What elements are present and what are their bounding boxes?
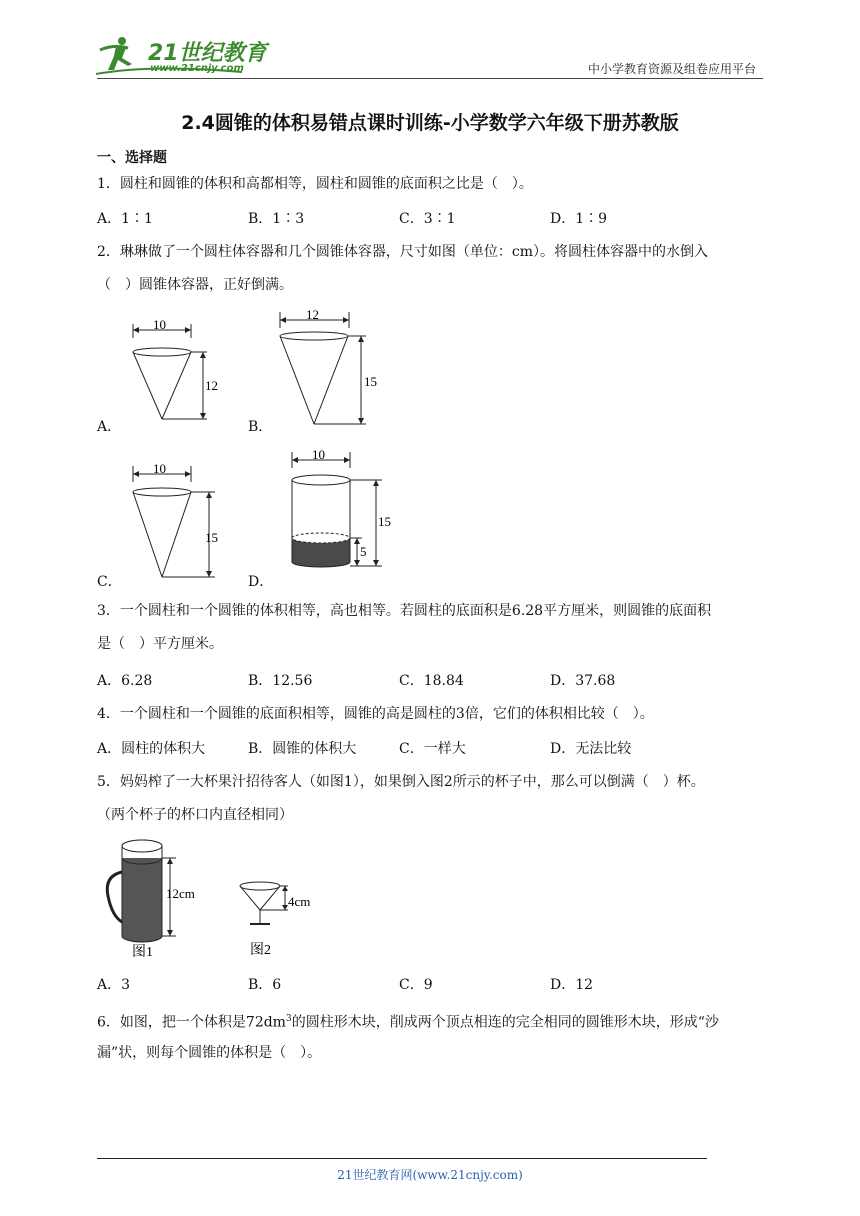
q3-option-d: D．37.68 (550, 673, 616, 689)
q5-option-b: B．6 (248, 977, 282, 993)
q5-fig1-height-label: 12cm (166, 886, 195, 901)
q5-figure-1-pitcher (104, 836, 214, 960)
question-5-stem-line1: 5．妈妈榨了一大杯果汁招待客人（如图1），如果倒入图2所示的杯子中，那么可以倒满（ ）杯。 (97, 774, 705, 790)
q1-option-d: D．1∶9 (550, 211, 608, 227)
q4-option-d: D．无法比较 (550, 741, 632, 757)
q3-option-a: A．6.28 (97, 673, 153, 689)
q1-option-a: A．1∶1 (97, 211, 153, 227)
q6-text-b: 的圆柱形木块，削成两个顶点相连的完全相同的圆锥形木块，形成“沙 (291, 1014, 719, 1031)
q2-option-b: B． (248, 419, 273, 435)
q2-option-a: A． (97, 419, 122, 435)
q2-figure-c-cone (125, 460, 235, 584)
header-platform-text: 中小学教育资源及组卷应用平台 (587, 62, 756, 76)
question-1-stem: 1．圆柱和圆锥的体积和高都相等，圆柱和圆锥的底面积之比是（ ）。 (97, 176, 533, 192)
header-divider (97, 78, 763, 79)
q2-figure-a-cone (125, 318, 225, 428)
q2-b-width-label: 12 (306, 307, 319, 322)
q4-option-a: A．圆柱的体积大 (97, 741, 206, 757)
q4-option-b: B．圆锥的体积大 (248, 741, 357, 757)
q2-option-c: C． (97, 574, 122, 590)
q1-option-c: C．3∶1 (399, 211, 456, 227)
q2-d-height-label: 15 (378, 514, 391, 529)
q5-fig2-height-label: 4cm (288, 894, 311, 909)
question-2-stem-line2: （ ）圆锥体容器，正好倒满。 (97, 277, 293, 293)
logo-text: 21世纪教育 (148, 41, 267, 66)
q6-superscript: 3 (285, 1014, 292, 1024)
q1-option-b: B．1∶3 (248, 211, 305, 227)
question-3-stem-line2: 是（ ）平方厘米。 (97, 636, 223, 652)
q6-text-a: 6．如图，把一个体积是72dm (97, 1014, 286, 1031)
q5-fig1-label: 图1 (132, 945, 153, 960)
q2-figure-d-cylinder (282, 444, 402, 574)
page-title: 2.4圆锥的体积易错点课时训练-小学数学六年级下册苏教版 (181, 112, 679, 134)
q5-option-d: D．12 (550, 977, 594, 993)
q2-b-height-label: 15 (364, 374, 377, 389)
question-2-stem-line1: 2．琳琳做了一个圆柱体容器和几个圆锥体容器，尺寸如图（单位：cm）。将圆柱体容器中的水倒入 (97, 244, 709, 260)
q3-option-b: B．12.56 (248, 673, 313, 689)
section-heading: 一、选择题 (97, 150, 167, 166)
question-3-stem-line1: 3．一个圆柱和一个圆锥的体积相等，高也相等。若圆柱的底面积是6.28平方厘米，则圆锥的底面积 (97, 603, 712, 619)
q2-d-width-label: 10 (312, 447, 325, 462)
q5-option-a: A．3 (97, 977, 131, 993)
q2-d-water-label: 5 (360, 544, 367, 559)
q5-fig2-label: 图2 (250, 943, 271, 958)
question-4-stem: 4．一个圆柱和一个圆锥的底面积相等，圆锥的高是圆柱的3倍，它们的体积相比较（ ）。 (97, 706, 654, 722)
q2-a-width-label: 10 (153, 318, 166, 332)
q2-a-height-label: 12 (205, 378, 218, 393)
q5-option-c: C．9 (399, 977, 433, 993)
footer-divider (97, 1158, 707, 1159)
q2-c-width-label: 10 (153, 461, 166, 476)
logo-url: www.21cnjy.com (150, 63, 244, 74)
question-6-stem-line2: 漏”状，则每个圆锥的体积是（ ）。 (97, 1045, 322, 1061)
q2-figure-b-cone (270, 306, 390, 436)
footer-text: 21世纪教育网(www.21cnjy.com) (337, 1168, 523, 1182)
question-5-stem-line2: （两个杯子的杯口内直径相同） (97, 807, 293, 823)
q2-c-height-label: 15 (205, 530, 218, 545)
q5-figure-2-cone-cup (230, 872, 330, 962)
q2-option-d: D． (248, 574, 274, 590)
q4-option-c: C．一样大 (399, 741, 466, 757)
question-6-stem-line1 (97, 1009, 719, 1033)
q3-option-c: C．18.84 (399, 673, 464, 689)
